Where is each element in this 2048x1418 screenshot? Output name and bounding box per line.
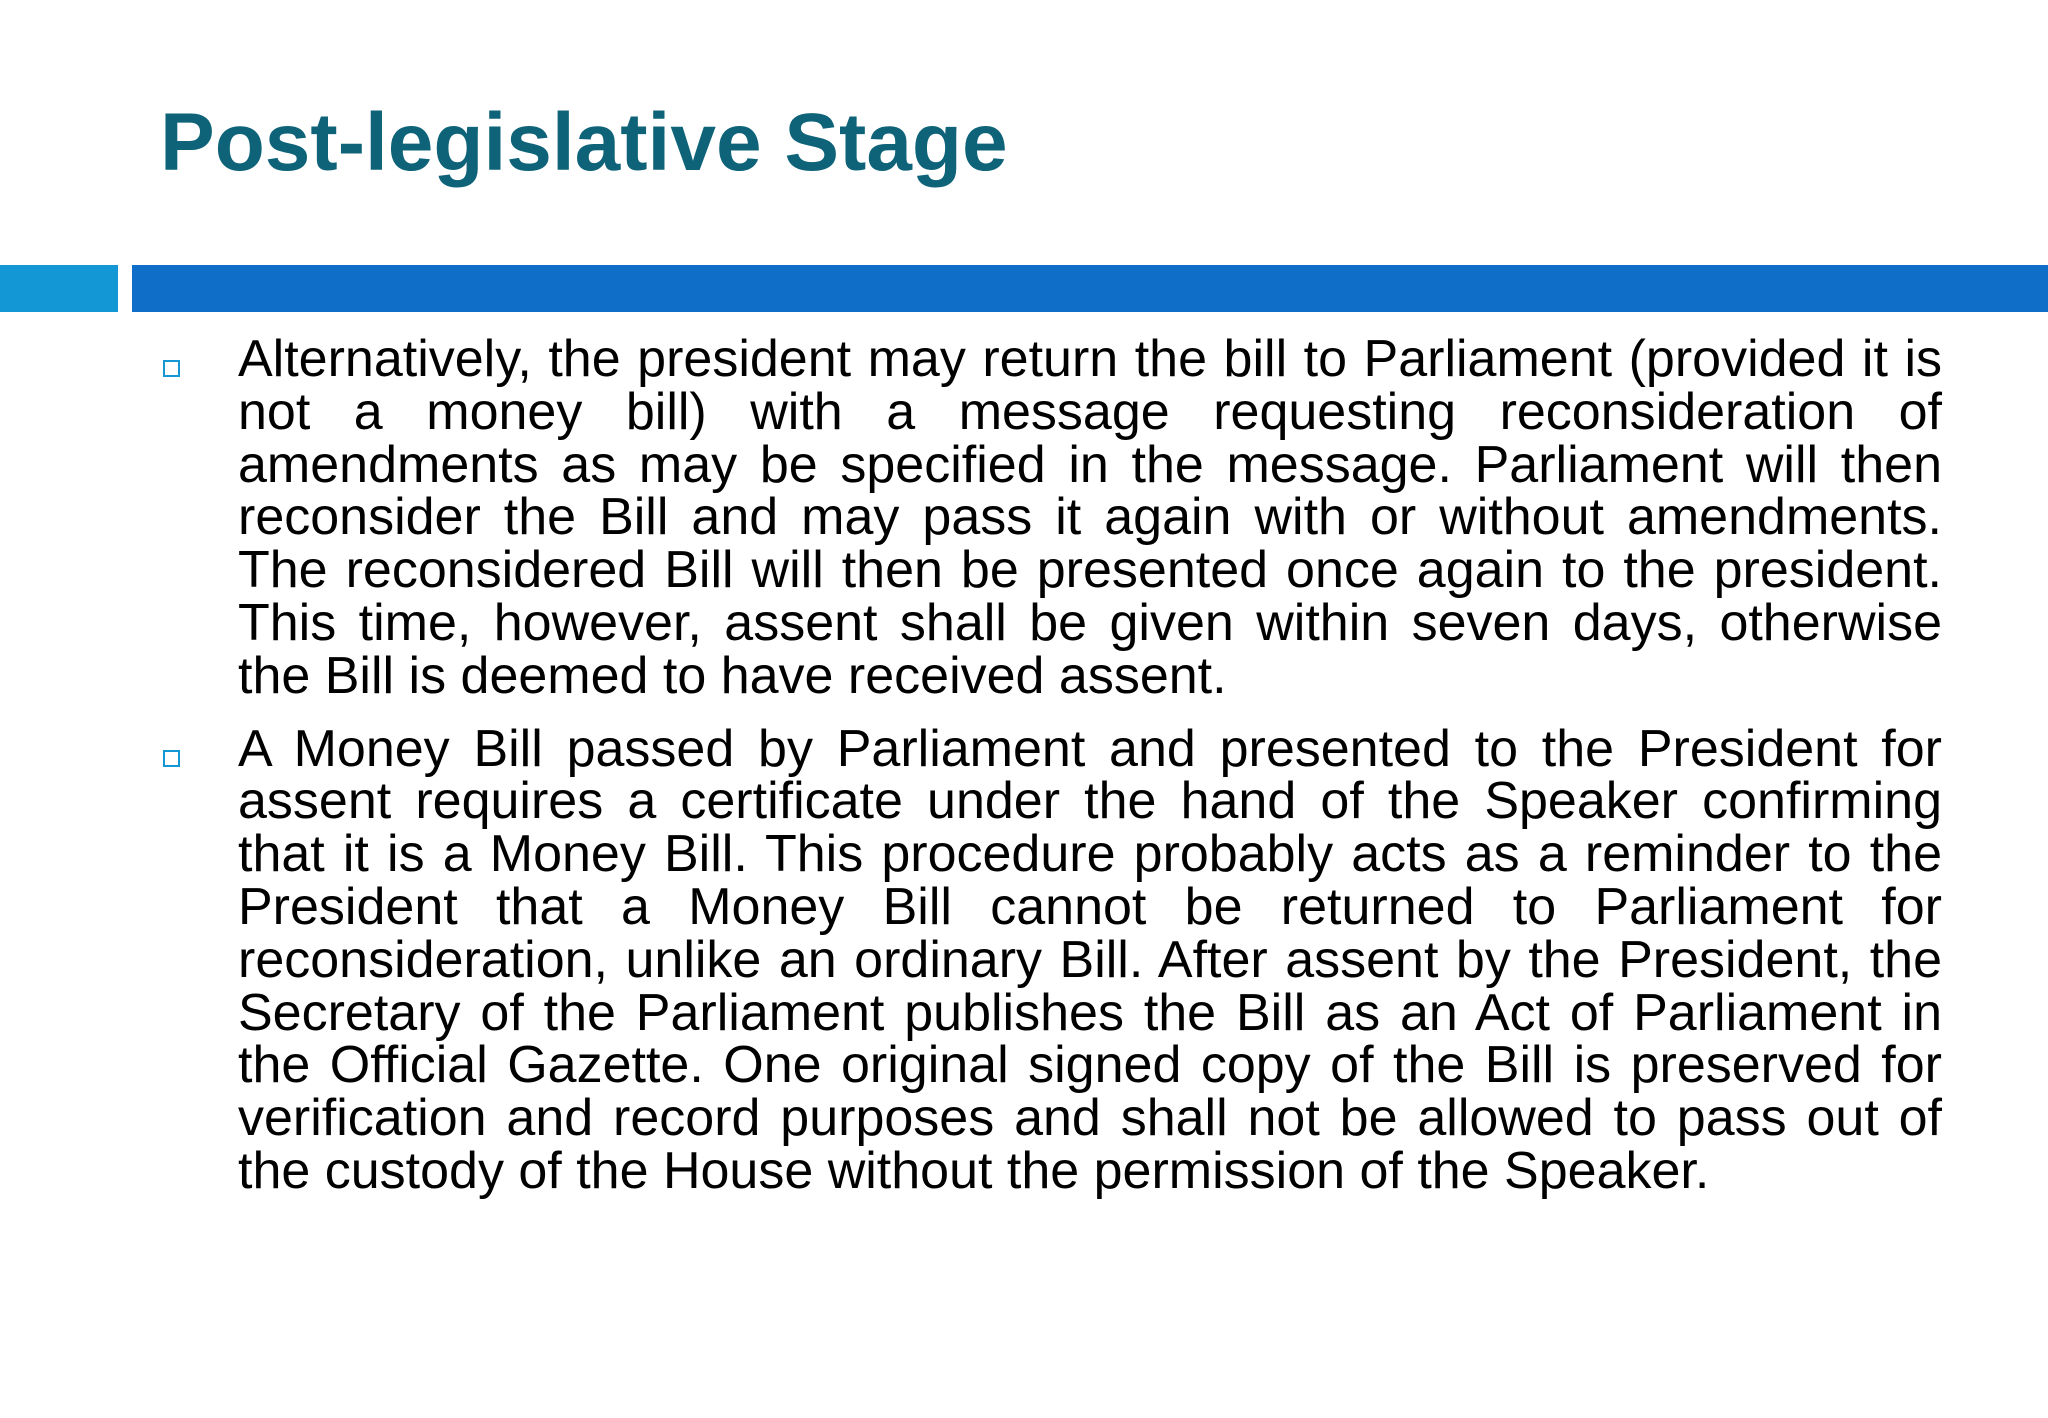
hollow-square-bullet-icon	[163, 360, 180, 377]
bullet-list	[160, 330, 1942, 1218]
bullet-item-money-bill	[160, 719, 1942, 1200]
slide-title: Post-legislative Stage	[160, 97, 1008, 188]
bullet-text: Alternatively, the president may return the bill to Parliament (provided it is not a money bill) with a message requesting reconsideration of amendments as may be specified in the message. Parliament will then reconsider the Bill and may pass it again with or without amendments. The reconsidered Bill will then be presented once again to the president. This time, however, assent shall be given within seven days, otherwise the Bill is deemed to have received assent.	[238, 330, 1942, 705]
hollow-square-bullet-icon	[163, 750, 180, 767]
accent-bar-main	[132, 265, 2048, 312]
bullet-item-reconsideration	[160, 330, 1942, 705]
accent-bar-left	[0, 265, 118, 312]
bullet-text: A Money Bill passed by Parliament and presented to the President for assent requires a certificate under the hand of the Speaker confirming that it is a Money Bill. This procedure probably acts as a reminder to the President that a Money Bill cannot be returned to Parliament for reconsideration, unlike an ordinary Bill. After assent by the President, the Secretary of the Parliament publishes the Bill as an Act of Parliament in the Official Gazette. One original signed copy of the Bill is preserved for verification and record purposes and shall not be allowed to pass out of the custody of the House without the permission of the Speaker.	[238, 719, 1942, 1200]
